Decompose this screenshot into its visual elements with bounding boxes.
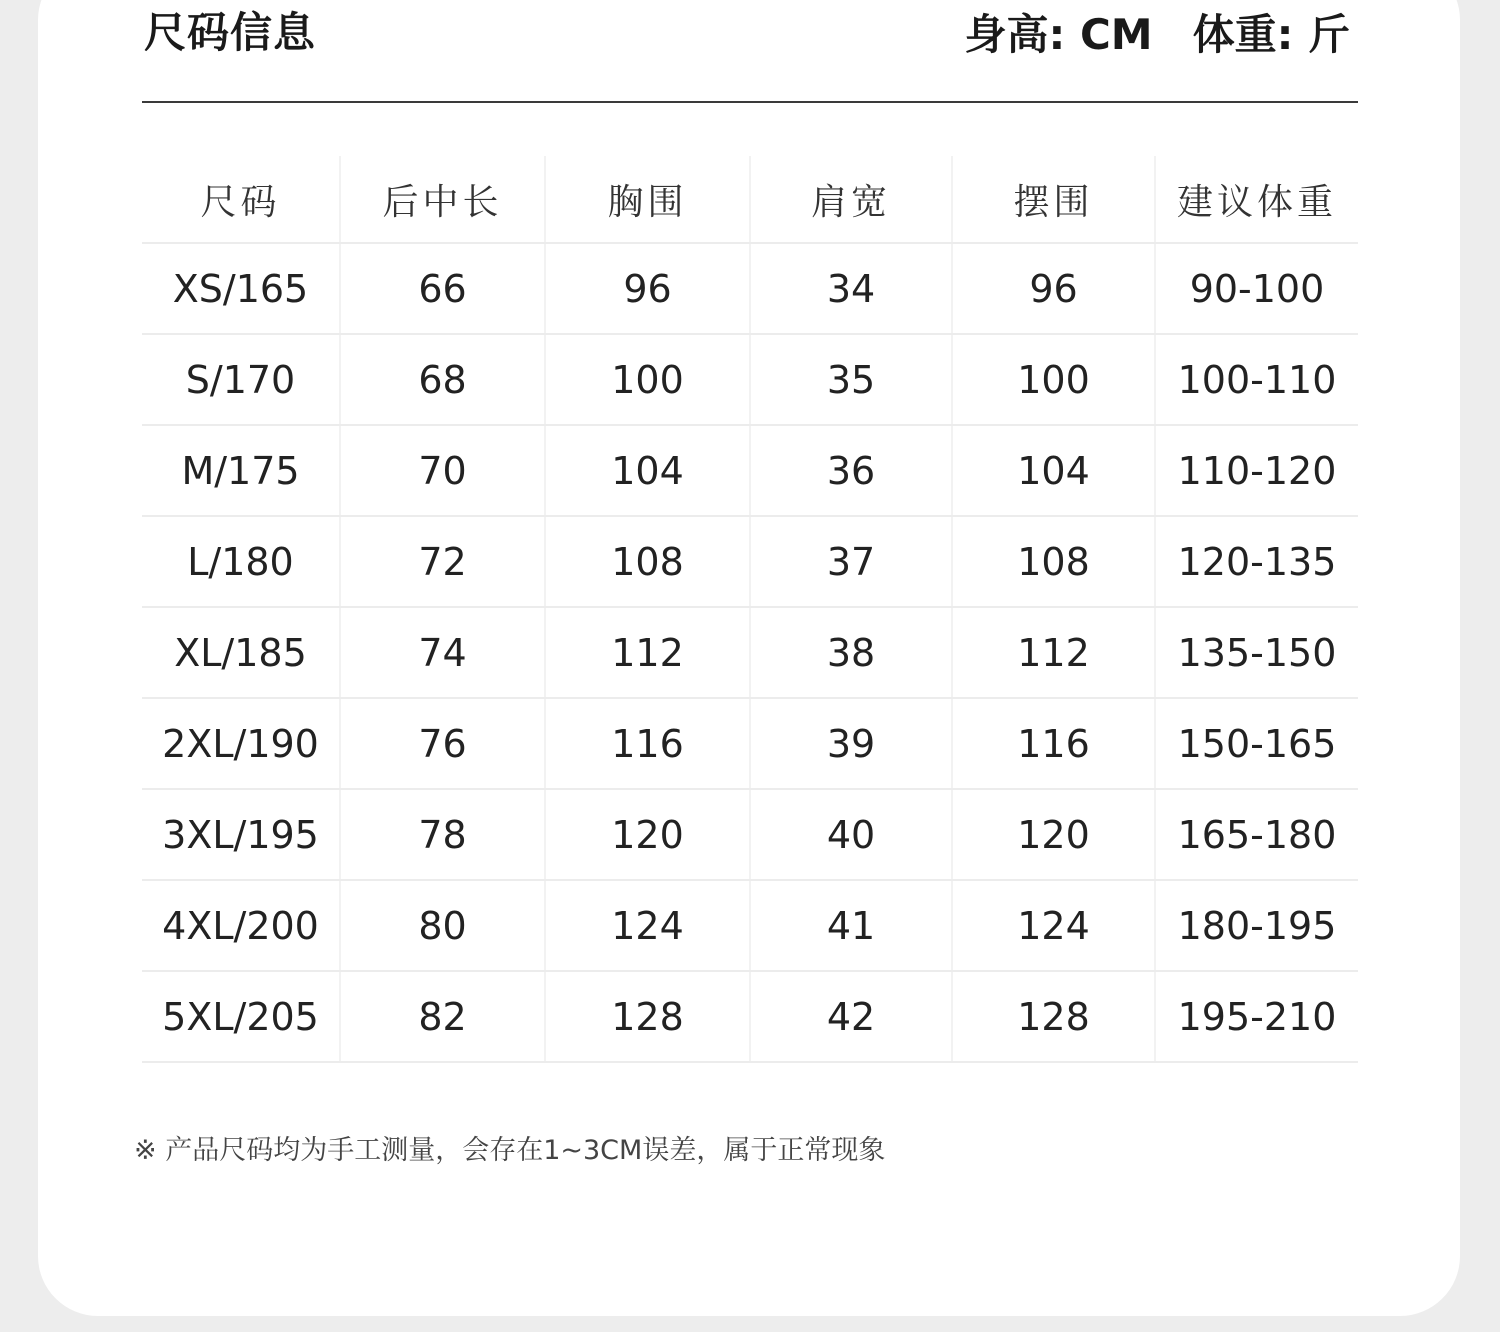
cell-hem: 108 (952, 516, 1155, 607)
measurement-note: ※ 产品尺码均为手工测量，会存在1~3CM误差，属于正常现象 (134, 1135, 886, 1166)
table-row (142, 880, 1358, 971)
table-row (142, 516, 1358, 607)
column-header-chest: 胸围 (545, 156, 750, 243)
cell-recommended-weight: 150-165 (1155, 698, 1358, 789)
cell-recommended-weight: 120-135 (1155, 516, 1358, 607)
cell-shoulder: 34 (750, 243, 952, 334)
size-chart-table (142, 156, 1358, 1063)
cell-back-length: 72 (340, 516, 545, 607)
cell-hem: 124 (952, 880, 1155, 971)
column-header-size: 尺码 (142, 156, 340, 243)
cell-shoulder: 37 (750, 516, 952, 607)
cell-recommended-weight: 180-195 (1155, 880, 1358, 971)
table-row (142, 425, 1358, 516)
cell-hem: 128 (952, 971, 1155, 1062)
cell-size: 5XL/205 (142, 971, 340, 1062)
cell-size: 4XL/200 (142, 880, 340, 971)
cell-recommended-weight: 100-110 (1155, 334, 1358, 425)
column-header-shoulder: 肩宽 (750, 156, 952, 243)
cell-hem: 116 (952, 698, 1155, 789)
column-header-back-length: 后中长 (340, 156, 545, 243)
cell-shoulder: 40 (750, 789, 952, 880)
cell-recommended-weight: 110-120 (1155, 425, 1358, 516)
cell-hem: 104 (952, 425, 1155, 516)
cell-chest: 100 (545, 334, 750, 425)
cell-back-length: 82 (340, 971, 545, 1062)
table-row (142, 789, 1358, 880)
weight-unit-label: 体重: 斤 (1192, 10, 1350, 59)
cell-hem: 112 (952, 607, 1155, 698)
cell-size: XL/185 (142, 607, 340, 698)
cell-size: M/175 (142, 425, 340, 516)
cell-size: 2XL/190 (142, 698, 340, 789)
cell-back-length: 68 (340, 334, 545, 425)
cell-chest: 124 (545, 880, 750, 971)
size-table-body (142, 243, 1358, 1062)
cell-shoulder: 39 (750, 698, 952, 789)
cell-recommended-weight: 165-180 (1155, 789, 1358, 880)
size-info-card (38, 0, 1460, 1316)
cell-chest: 112 (545, 607, 750, 698)
cell-shoulder: 41 (750, 880, 952, 971)
cell-chest: 104 (545, 425, 750, 516)
cell-back-length: 74 (340, 607, 545, 698)
table-header-row (142, 156, 1358, 243)
cell-back-length: 70 (340, 425, 545, 516)
column-header-recommended-weight: 建议体重 (1155, 156, 1358, 243)
table-row (142, 243, 1358, 334)
cell-size: S/170 (142, 334, 340, 425)
cell-shoulder: 38 (750, 607, 952, 698)
table-row (142, 698, 1358, 789)
height-unit-label: 身高: CM (964, 10, 1153, 59)
table-row (142, 971, 1358, 1062)
cell-chest: 108 (545, 516, 750, 607)
table-row (142, 334, 1358, 425)
cell-chest: 96 (545, 243, 750, 334)
cell-chest: 116 (545, 698, 750, 789)
cell-size: L/180 (142, 516, 340, 607)
cell-back-length: 78 (340, 789, 545, 880)
cell-back-length: 76 (340, 698, 545, 789)
cell-shoulder: 36 (750, 425, 952, 516)
cell-chest: 120 (545, 789, 750, 880)
cell-recommended-weight: 90-100 (1155, 243, 1358, 334)
cell-back-length: 66 (340, 243, 545, 334)
unit-legend (964, 10, 1350, 59)
cell-chest: 128 (545, 971, 750, 1062)
column-header-hem: 摆围 (952, 156, 1155, 243)
table-row (142, 607, 1358, 698)
cell-recommended-weight: 195-210 (1155, 971, 1358, 1062)
cell-recommended-weight: 135-150 (1155, 607, 1358, 698)
cell-back-length: 80 (340, 880, 545, 971)
cell-hem: 96 (952, 243, 1155, 334)
header-divider (142, 101, 1358, 103)
cell-shoulder: 35 (750, 334, 952, 425)
cell-size: 3XL/195 (142, 789, 340, 880)
cell-hem: 100 (952, 334, 1155, 425)
cell-shoulder: 42 (750, 971, 952, 1062)
cell-size: XS/165 (142, 243, 340, 334)
cell-hem: 120 (952, 789, 1155, 880)
page-title: 尺码信息 (144, 8, 317, 57)
